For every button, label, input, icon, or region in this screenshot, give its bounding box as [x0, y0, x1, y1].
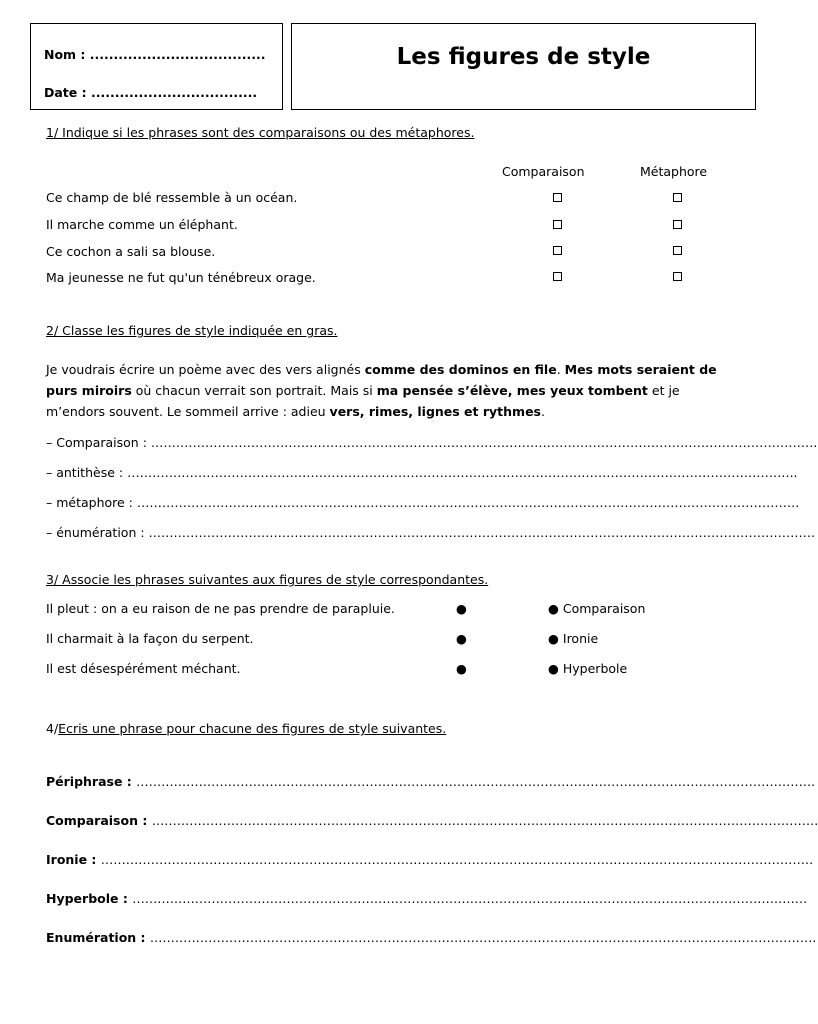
s3-dot-left-3[interactable]: ● [456, 661, 467, 676]
date-field[interactable]: ................................... [90, 85, 258, 100]
s4-line-hyperbole[interactable] [46, 891, 808, 906]
s1-row-4-metaphore-checkbox[interactable] [673, 272, 682, 281]
s4-line-label: Périphrase : [46, 774, 137, 789]
s4-line-ironie[interactable] [46, 852, 814, 867]
nom-field[interactable]: ..................................... [89, 47, 266, 62]
para-bold-1: comme des dominos en file [364, 362, 557, 377]
s2-line-comparaison[interactable] [46, 435, 818, 450]
s3-figure-1[interactable]: ● Comparaison [548, 601, 646, 616]
s4-line-label: Comparaison : [46, 813, 152, 828]
s1-row-2-comparaison-checkbox[interactable] [553, 220, 562, 229]
section1-heading: 1/ Indique si les phrases sont des comparaisons ou des métaphores. [46, 125, 475, 140]
para-text-3: où chacun verrait son portrait. Mais si [131, 383, 377, 398]
s4-line-dots: ……………………………………………………………………………………………………………………………………………………… [100, 852, 814, 867]
s1-row-3: Ce cochon a sali sa blouse. [46, 244, 216, 259]
s2-line-label: – Comparaison : [46, 435, 151, 450]
s1-row-1-metaphore-checkbox[interactable] [673, 193, 682, 202]
section2-paragraph [46, 359, 736, 422]
s3-dot-left-1[interactable]: ● [456, 601, 467, 616]
s4-line-dots: ……………………………………………………………………………………………………………………………………………… [132, 891, 808, 906]
section4-heading-line [46, 721, 446, 736]
para-text-5: . [541, 404, 545, 419]
s4-line-label: Ironie : [46, 852, 101, 867]
s3-sentence-1: Il pleut : on a eu raison de ne pas prendre de parapluie. [46, 601, 395, 616]
nom-line [44, 47, 265, 62]
col-comparaison-header: Comparaison [502, 164, 585, 179]
s1-row-2: Il marche comme un éléphant. [46, 217, 238, 232]
para-text-4: et je m’endors souvent. Le sommeil arrive : adieu [46, 383, 680, 419]
s2-line-dots: ……………………………………………………………………………………………………………………………………………. [150, 435, 818, 450]
s4-line-comparaison[interactable] [46, 813, 818, 828]
s1-row-1: Ce champ de blé ressemble à un océan. [46, 190, 298, 205]
nom-label: Nom : [44, 47, 90, 62]
s4-line-enumeration[interactable] [46, 930, 817, 945]
s4-line-dots: ……………………………………………………………………………………………………………………………………………. [149, 930, 817, 945]
section4-prefix: 4/ [46, 721, 59, 736]
s4-line-periphrase[interactable] [46, 774, 816, 789]
section4-heading: Ecris une phrase pour chacune des figures de style suivantes. [58, 721, 447, 736]
date-line [44, 85, 257, 100]
s2-line-antithese[interactable] [46, 465, 798, 480]
s3-figure-2[interactable]: ● Ironie [548, 631, 599, 646]
para-bold-2: Mes mots seraient de purs miroirs [46, 362, 717, 398]
s2-line-enumeration[interactable] [46, 525, 816, 540]
page-title: Les figures de style [396, 44, 651, 70]
s1-row-3-metaphore-checkbox[interactable] [673, 246, 682, 255]
s2-line-dots: ……………………………………………………………………………………………………………………………………………. [148, 525, 816, 540]
s4-line-label: Hyperbole : [46, 891, 133, 906]
s1-row-4: Ma jeunesse ne fut qu'un ténébreux orage. [46, 270, 316, 285]
s1-row-2-metaphore-checkbox[interactable] [673, 220, 682, 229]
s3-sentence-3: Il est désespérément méchant. [46, 661, 241, 676]
para-bold-4: vers, rimes, lignes et rythmes [329, 404, 541, 419]
s3-figure-3[interactable]: ● Hyperbole [548, 661, 628, 676]
section3-heading: 3/ Associe les phrases suivantes aux figures de style correspondantes. [46, 572, 489, 587]
s2-line-dots: …………………………………………………………………………………………………………………………………………… [136, 495, 800, 510]
s1-row-1-comparaison-checkbox[interactable] [553, 193, 562, 202]
s4-line-dots: ………………………………………………………………………………………………………………………………………………. [136, 774, 816, 789]
s2-line-label: – antithèse : [46, 465, 128, 480]
s3-dot-left-2[interactable]: ● [456, 631, 467, 646]
s4-line-dots: ……………………………………………………………………………………………………………………………………………. [151, 813, 818, 828]
s4-line-label: Enumération : [46, 930, 150, 945]
s3-sentence-2: Il charmait à la façon du serpent. [46, 631, 254, 646]
s1-row-4-comparaison-checkbox[interactable] [553, 272, 562, 281]
s2-line-metaphore[interactable] [46, 495, 800, 510]
para-text-1: Je voudrais écrire un poème avec des vers alignés [46, 362, 365, 377]
s2-line-dots: …………………………………………………………………………………………………………………………………………….. [127, 465, 798, 480]
para-text-2: . [556, 362, 565, 377]
col-metaphore-header: Métaphore [640, 164, 708, 179]
s2-line-label: – énumération : [46, 525, 149, 540]
s1-row-3-comparaison-checkbox[interactable] [553, 246, 562, 255]
date-label: Date : [44, 85, 91, 100]
s2-line-label: – métaphore : [46, 495, 137, 510]
section2-heading: 2/ Classe les figures de style indiquée en gras. [46, 323, 338, 338]
para-bold-3: ma pensée s’élève, mes yeux tombent [376, 383, 648, 398]
